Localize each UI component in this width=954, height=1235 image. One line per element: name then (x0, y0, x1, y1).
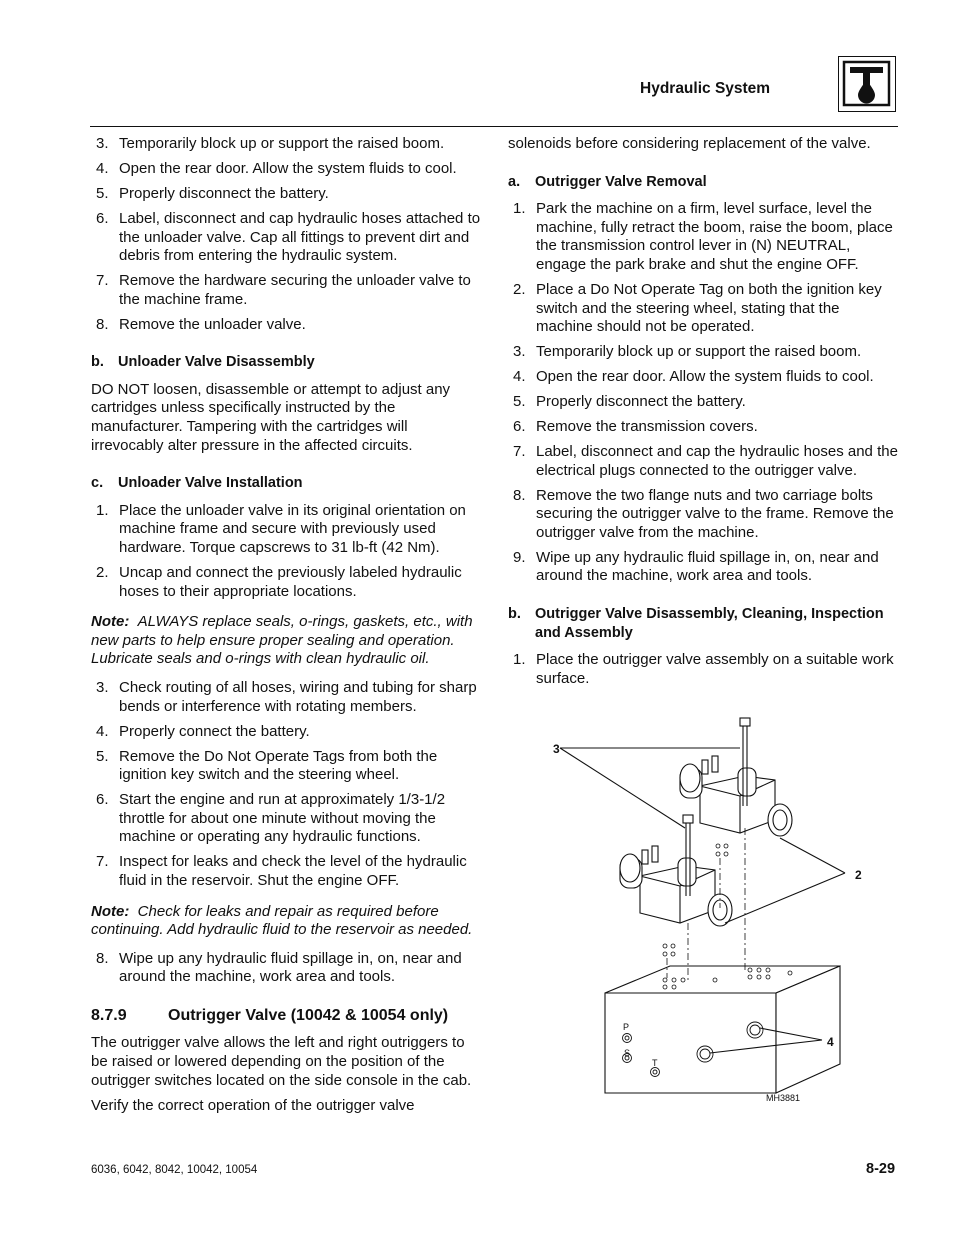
port-label-s: S (624, 1048, 631, 1058)
continuation-text: solenoids before considering replacement of the valve. (508, 135, 871, 152)
list-item: 7. Inspect for leaks and check the level of the hydraulic fluid in the reservoir. Shut the engine OFF. (96, 853, 467, 889)
port-label-p: P (623, 1022, 630, 1032)
page-number: 8-29 (866, 1161, 896, 1177)
unloader-disassembly-heading: b. Unloader Valve Disassembly (91, 354, 315, 371)
page-header-title: Hydraulic System (640, 80, 771, 97)
list-item: 3. Temporarily block up or support the raised boom. (513, 343, 862, 361)
header-rule (90, 126, 898, 127)
unloader-installation-steps-cont (91, 679, 483, 891)
outrigger-removal-steps (508, 200, 900, 586)
list-item: 8. Wipe up any hydraulic fluid spillage in, on, near and around the machine, work area and tools. (96, 949, 462, 986)
list-item: 3. Check routing of all hoses, wiring and tubing for sharp bends or interference with rotating members. (96, 679, 477, 715)
list-item: 6. Remove the transmission covers. (513, 418, 758, 436)
list-item: 6. Start the engine and run at approximately 1/3-1/2 throttle for about one minute without moving the machine or operating any hydraulic functions. (96, 791, 446, 846)
list-item: 9. Wipe up any hydraulic fluid spillage in, on, near and around the machine, work area and tools. (513, 548, 879, 585)
left-column (91, 135, 483, 1122)
solenoid-valve-front (620, 815, 732, 956)
unloader-installation-heading: c. Unloader Valve Installation (91, 475, 303, 492)
list-item: 8. Remove the unloader valve. (96, 315, 306, 333)
note-leaks: Note: Check for leaks and repair as required before continuing. Add hydraulic fluid to the reservoir as needed. (91, 902, 473, 939)
list-item: 5. Remove the Do Not Operate Tags from both the ignition key switch and the steering wheel. (96, 747, 438, 784)
callout-4: 4 (827, 1035, 834, 1049)
list-item: 4. Open the rear door. Allow the system fluids to cool. (96, 159, 457, 177)
list-item: 2. Place a Do Not Operate Tag on both the ignition key switch and the steering wheel, stating that the machine should not be operated. (513, 280, 882, 336)
list-item: 6. Label, disconnect and cap hydraulic hoses attached to the unloader valve. Cap all fittings to prevent dirt and debris from entering the hydraulic system. (96, 209, 481, 265)
section-paragraph: The outrigger valve allows the left and right outriggers to be raised or lowered depending on the position of the outrigger switches located on the side console in the cab. (91, 1034, 472, 1089)
list-item: 3. Temporarily block up or support the raised boom. (96, 135, 445, 152)
outrigger-assembly-steps (508, 651, 900, 688)
section-paragraph: Verify the correct operation of the outrigger valve (91, 1096, 415, 1114)
unloader-removal-steps (91, 135, 483, 334)
list-item: 5. Properly disconnect the battery. (513, 393, 746, 411)
list-item: 1. Place the outrigger valve assembly on a suitable work surface. (513, 651, 894, 687)
valve-block (605, 966, 840, 1093)
list-item: 5. Properly disconnect the battery. (96, 184, 329, 202)
outrigger-assembly-heading: b. Outrigger Valve Disassembly, Cleaning, Inspection and Assembly (508, 606, 884, 641)
outrigger-valve-figure (540, 708, 880, 1108)
list-item: 4. Open the rear door. Allow the system fluids to cool. (513, 368, 874, 386)
right-column (508, 135, 900, 695)
unloader-disassembly-text: DO NOT loosen, disassemble or attempt to adjust any cartridges unless specifically instructed by the manufacturer. Tampering with the cartridges will irrevocably alter pressure in the affected circuits. (91, 380, 451, 454)
callout-3: 3 (553, 742, 560, 756)
unloader-installation-steps (91, 502, 483, 601)
unloader-installation-steps-end (91, 950, 483, 987)
figure-code: MH3881 (766, 1093, 801, 1103)
callout-2: 2 (855, 868, 862, 882)
hydraulic-cylinder-icon (838, 56, 896, 112)
list-item: 4. Properly connect the battery. (96, 722, 310, 740)
section-heading: 8.7.9 Outrigger Valve (10042 & 10054 only) (91, 1006, 449, 1024)
port-label-t: T (652, 1058, 658, 1068)
solenoid-valve-rear (680, 718, 792, 856)
list-item: 1. Park the machine on a firm, level surface, level the machine, fully retract the boom, raise the boom, place the transmission control lever in (N) NEUTRAL, engage the park brake and shut the engine OFF. (513, 200, 893, 273)
footer-models: 6036, 6042, 8042, 10042, 10054 (91, 1164, 258, 1176)
list-item: 7. Remove the hardware securing the unloader valve to the machine frame. (96, 272, 471, 308)
list-item: 8. Remove the two flange nuts and two carriage bolts securing the outrigger valve to the frame. Remove the outrigger valve from the machine. (513, 486, 894, 541)
list-item: 2. Uncap and connect the previously labeled hydraulic hoses to their appropriate locations. (96, 564, 462, 600)
note-seals: Note: ALWAYS replace seals, o-rings, gaskets, etc., with new parts to help ensure proper sealing and operation. Lubricate seals and o-rings with clean hydraulic oil. (91, 613, 473, 668)
list-item: 7. Label, disconnect and cap the hydraulic hoses and the electrical plugs connected to the outrigger valve. (513, 443, 898, 479)
list-item: 1. Place the unloader valve in its original orientation on machine frame and secure with previously used hardware. Torque capscrews to 31 lb-ft (42 Nm). (96, 501, 466, 557)
outrigger-removal-heading: a. Outrigger Valve Removal (508, 173, 707, 190)
